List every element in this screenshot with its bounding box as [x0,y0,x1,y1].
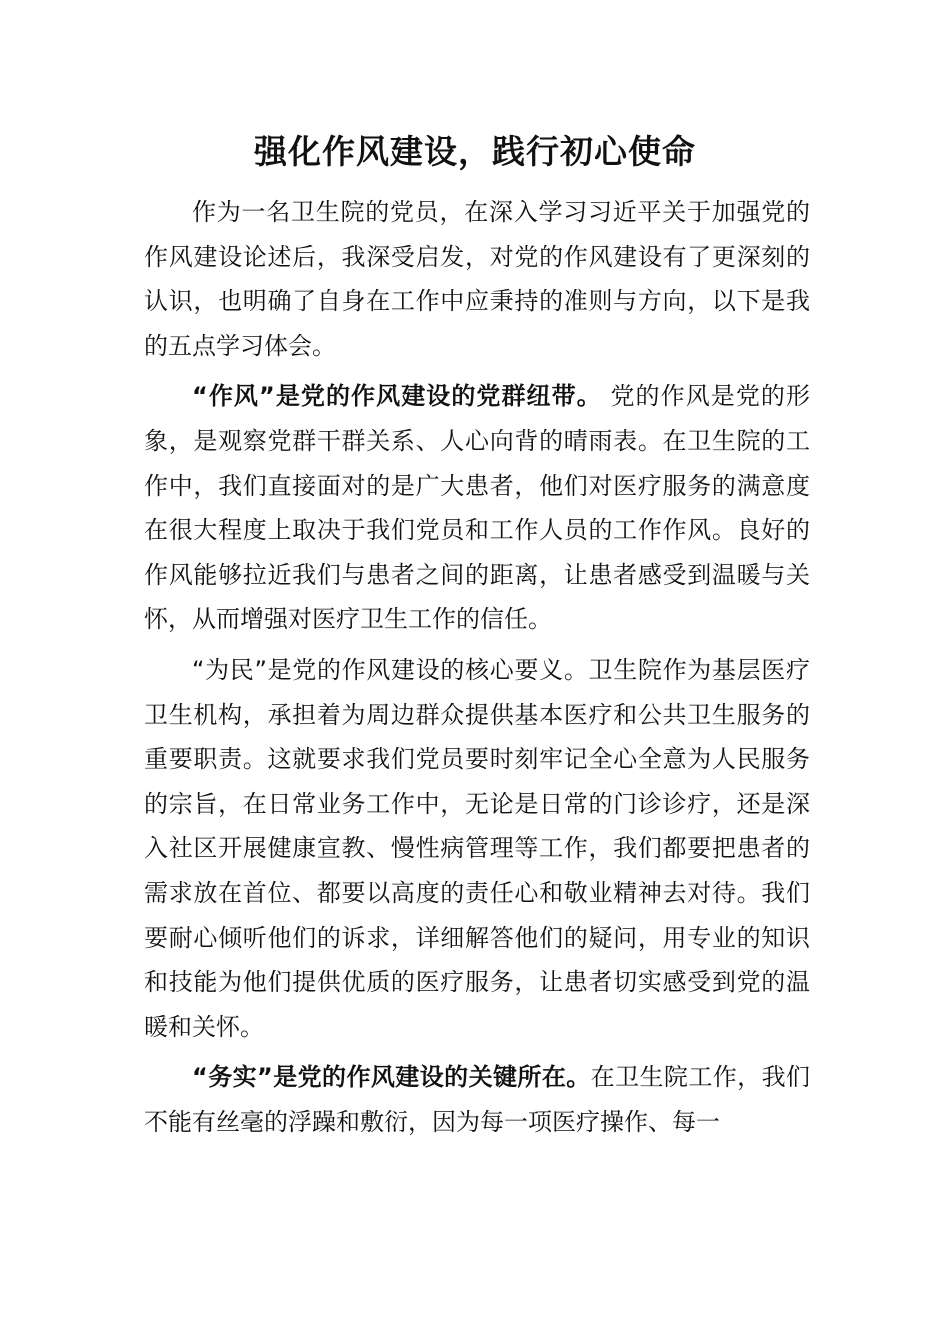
paragraph-text: 在卫生院工作，我们不能有丝毫的浮躁和敷衍，因为每一项医疗操作、每一 [144,1063,811,1136]
paragraph-lead: “务实”是党的作风建设的关键所在。 [192,1063,591,1092]
paragraph-zuofeng [144,374,810,642]
document-body [144,190,810,1144]
paragraph-text: “为民”是党的作风建设的核心要义。卫生院作为基层医疗卫生机构，承担着为周边群众提供基本医疗和公共卫生服务的重要职责。这就要求我们党员要时刻牢记全心全意为人民服务的宗旨，在日常业务工作中，无论是日常的门诊诊疗，还是深入社区开展健康宣教、慢性病管理等工作，我们都要把患者的需求放在首位、都要以高度的责任心和敬业精神去对待。我们要耐心倾听他们的诉求，详细解答他们的疑问，用专业的知识和技能为他们提供优质的医疗服务，让患者切实感受到党的温暖和关怀。 [144,655,810,1041]
paragraph-weimin [144,648,810,1049]
paragraph-intro [144,190,810,368]
paragraph-text: 作为一名卫生院的党员，在深入学习习近平关于加强党的作风建设论述后，我深受启发，对党的作风建设有了更深刻的认识，也明确了自身在工作中应秉持的准则与方向，以下是我的五点学习体会。 [144,198,810,360]
paragraph-text: 党的作风是党的形象，是观察党群干群关系、人心向背的晴雨表。在卫生院的工作中，我们直接面对的是广大患者，他们对医疗服务的满意度在很大程度上取决于我们党员和工作人员的工作作风。良好的作风能够拉近我们与患者之间的距离，让患者感受到温暖与关怀，从而增强对医疗卫生工作的信任。 [144,382,810,634]
document-title: 强化作风建设，践行初心使命 [254,132,696,171]
paragraph-wushi [144,1055,810,1144]
paragraph-lead: “作风”是党的作风建设的党群纽带。 [192,382,602,411]
